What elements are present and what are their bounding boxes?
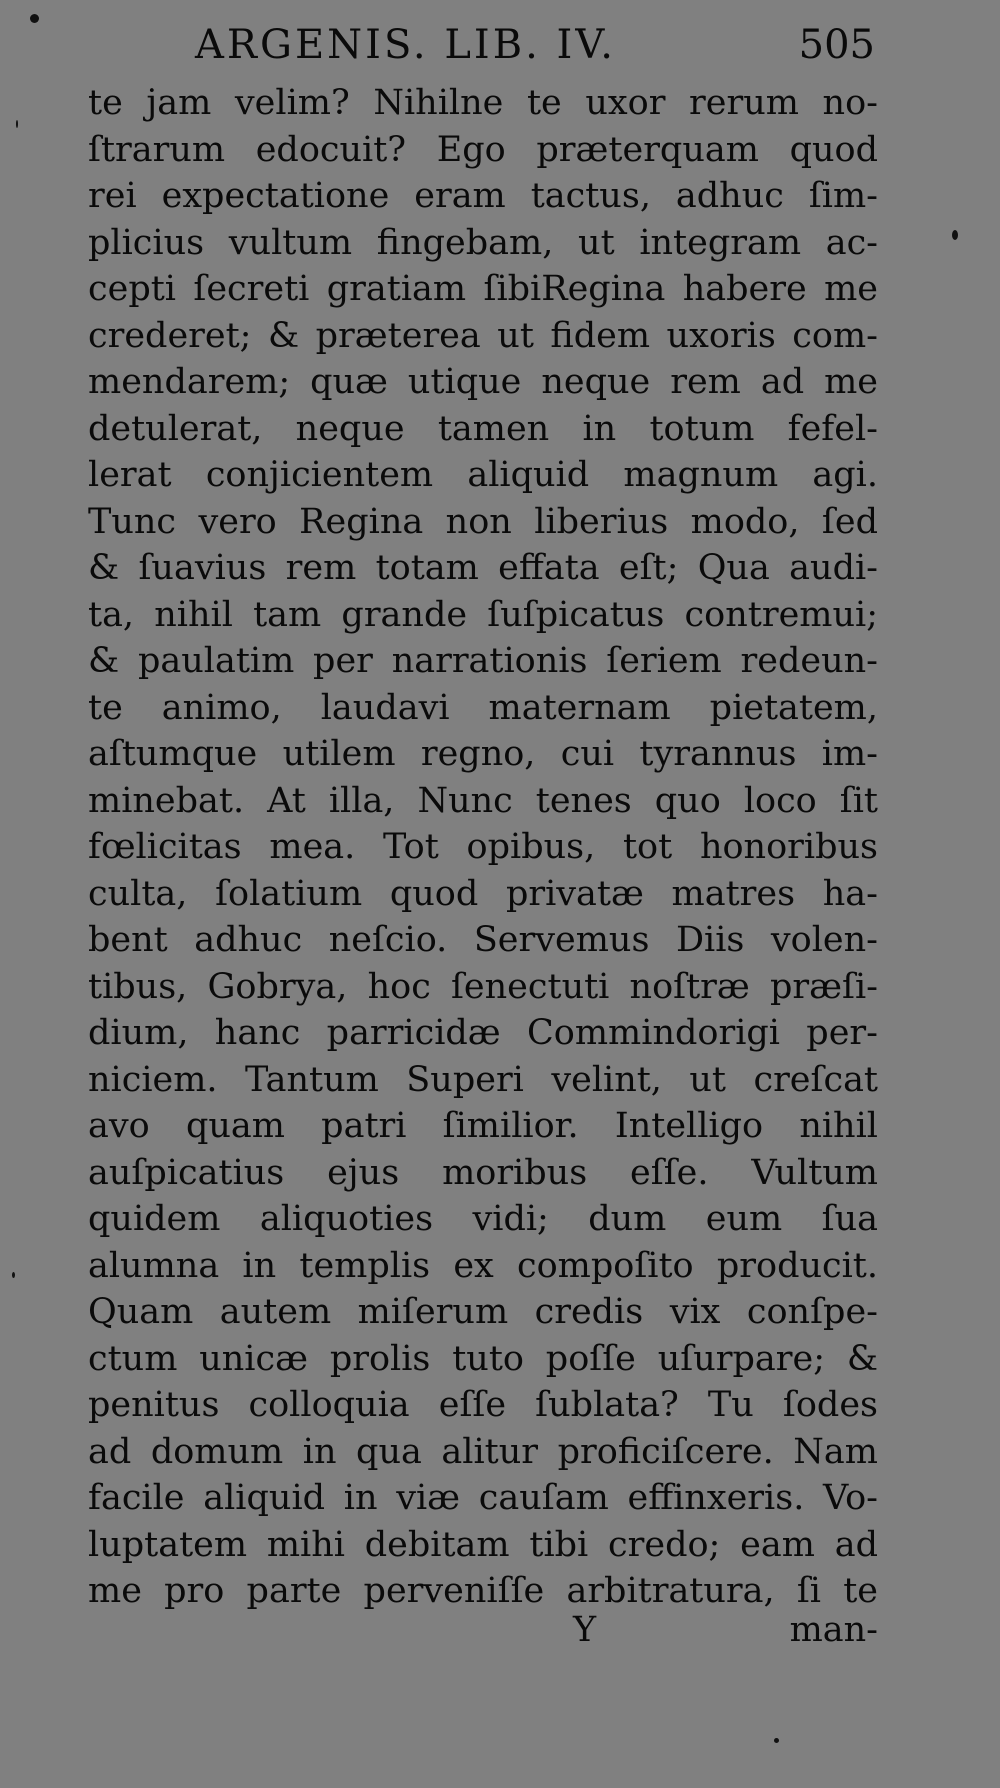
text-line: crederet; & præterea ut fidem uxoris com-: [88, 315, 878, 356]
text-line: dium, hanc parricidæ Commindorigi per-: [88, 1013, 878, 1053]
running-title: ARGENIS. LIB. IV.: [195, 22, 616, 68]
page-footer: [88, 1610, 878, 1660]
text-line: luptatem mihi debitam tibi credo; eam ad: [88, 1524, 878, 1565]
text-line: me pro parte perveniſſe arbitratura, ſi te: [88, 1571, 878, 1611]
text-line: facile aliquid in viæ cauſam effinxeris. Vo-: [88, 1478, 878, 1518]
text-line: te jam velim? Nihilne te uxor rerum no-: [88, 83, 878, 123]
scan-speck: [30, 14, 39, 23]
text-line: detulerat, neque tamen in totum fefel-: [88, 408, 878, 449]
text-line: ad domum in qua alitur proficiſcere. Nam: [88, 1431, 878, 1472]
text-line: & ſuavius rem totam effata eſt; Qua audi-: [88, 548, 878, 588]
text-line: & paulatim per narrationis ſeriem redeun-: [88, 641, 878, 681]
text-line: rei expectatione eram tactus, adhuc ſim-: [88, 176, 878, 216]
text-line: Tunc vero Regina non liberius modo, ſed: [88, 501, 878, 542]
text-line: ſtrarum edocuit? Ego præterquam quod: [88, 129, 878, 170]
scan-speck: [952, 230, 958, 240]
text-line: te animo, laudavi maternam pietatem,: [88, 687, 878, 728]
text-line: ctum unicæ prolis tuto poſſe uſurpare; &: [88, 1338, 878, 1379]
signature-mark: Y: [573, 1610, 597, 1650]
text-line: ta, nihil tam grande ſuſpicatus contremui;: [88, 594, 878, 635]
catchword: man-: [789, 1610, 878, 1650]
text-line: minebat. At illa, Nunc tenes quo loco ſit: [88, 780, 878, 821]
scan-speck: [16, 120, 18, 128]
text-line: alumna in templis ex compoſito producit.: [88, 1245, 878, 1286]
text-line: culta, ſolatium quod privatæ matres ha-: [88, 873, 878, 914]
page-number: 505: [798, 22, 875, 68]
text-line: plicius vultum fingebam, ut integram ac-: [88, 222, 878, 263]
text-line: niciem. Tantum Superi velint, ut creſcat: [88, 1059, 878, 1100]
text-line: mendarem; quæ utique neque rem ad me: [88, 362, 878, 402]
body-text: [88, 80, 878, 1615]
scan-speck: [12, 1272, 15, 1278]
scan-speck: [774, 1738, 779, 1743]
text-line: penitus colloquia eſſe ſublata? Tu ſodes: [88, 1385, 878, 1425]
text-line: cepti ſecreti gratiam ſibiRegina habere me: [88, 269, 878, 309]
text-line: auſpicatius ejus moribus eſſe. Vultum: [88, 1152, 878, 1193]
text-line: fœlicitas mea. Tot opibus, tot honoribus: [88, 827, 878, 867]
text-line: bent adhuc neſcio. Servemus Diis volen-: [88, 920, 878, 960]
text-line: avo quam patri ſimilior. Intelligo nihil: [88, 1106, 878, 1146]
text-line: lerat conjicientem aliquid magnum agi.: [88, 455, 878, 495]
text-line: Quam autem miſerum credis vix conſpe-: [88, 1292, 878, 1332]
text-line: aſtumque utilem regno, cui tyrannus im-: [88, 734, 878, 774]
text-line: quidem aliquoties vidi; dum eum ſua: [88, 1199, 878, 1239]
page-header: [195, 22, 875, 82]
text-line: tibus, Gobrya, hoc ſenectuti noſtræ præſi-: [88, 966, 878, 1007]
